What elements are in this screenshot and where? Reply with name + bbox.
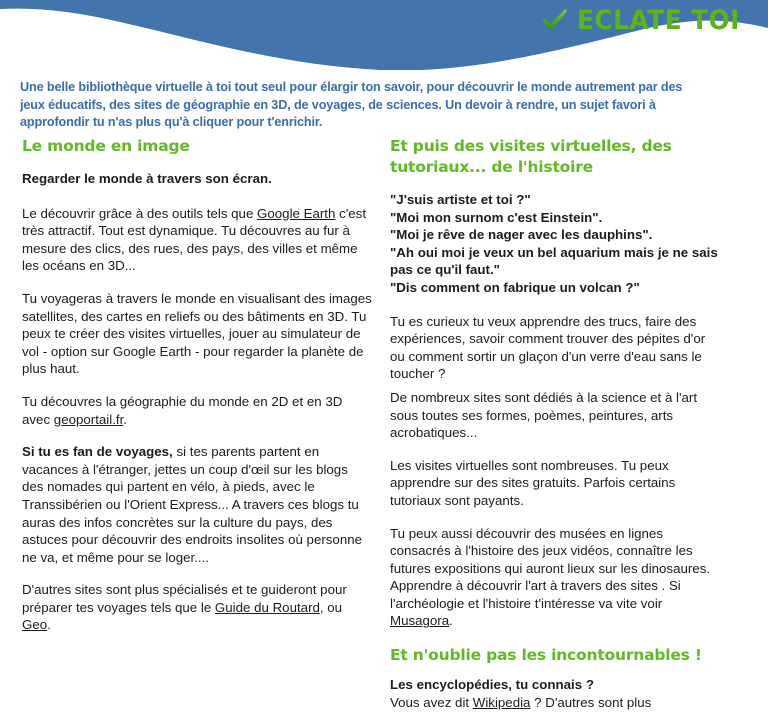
site-logo[interactable] xyxy=(540,5,754,35)
right-p5-text-b: ? D'autres sont plus xyxy=(530,694,652,710)
geo-link[interactable]: Geo xyxy=(22,617,48,633)
quote-line: "Dis comment on fabrique un volcan ?" xyxy=(390,279,640,295)
quote-line: "Ah oui moi je veux un bel aquarium mais je ne sais pas ce qu'il faut." xyxy=(390,244,718,278)
left-subheading: Regarder le monde à travers son écran. xyxy=(22,171,272,186)
left-p5-text-a: D'autres sites sont plus spécialisés et te guideront pour préparer tes voyages tels que le xyxy=(22,582,347,615)
kid-quotes-block xyxy=(390,191,720,297)
left-p4-bold-lead: Si tu es fan de voyages, xyxy=(22,444,173,460)
left-p1-text-a: Le découvrir grâce à des outils tels que xyxy=(22,205,258,221)
page-header xyxy=(0,0,768,70)
left-paragraph-1 xyxy=(22,205,372,275)
right-subheading-2: Les encyclopédies, tu connais ? xyxy=(390,677,594,693)
right-p5-text-a: Vous avez dit xyxy=(390,694,473,710)
left-p5-text-mid: , ou xyxy=(319,599,343,615)
left-p3-text-a: Tu découvres la géographie du monde en 2D et en 3D avec xyxy=(22,393,343,427)
left-p3-text-b: . xyxy=(123,411,127,427)
right-paragraph-5 xyxy=(390,694,720,712)
left-p1-text-b: c'est très attractif. Tout est dynamique. Tu découvres au fur à mesure des clics, des rues, des pays, des villes et même les océans en 3D... xyxy=(22,205,367,274)
intro-paragraph: Une belle bibliothèque virtuelle à toi tout seul pour élargir ton savoir, pour découvrir le monde autrement par des jeux éducatifs, des sites de géographie en 3D, de voyages, de sciences. Un devoir à rendre, un sujet favori à approfondir tu n'as plus qu'à cliquer pour t'enrichir. xyxy=(20,79,683,129)
right-paragraph-3: Les visites virtuelles sont nombreuses. Tu peux apprendre sur des sites gratuits. Parfois certains tutoriaux sont payants. xyxy=(390,457,676,508)
musagora-link[interactable]: Musagora xyxy=(390,613,450,629)
left-paragraph-4 xyxy=(22,443,372,566)
wikipedia-link[interactable]: Wikipedia xyxy=(472,694,531,710)
google-earth-link[interactable]: Google Earth xyxy=(257,205,336,221)
right-p4-text-a: Tu peux aussi découvrir des musées en lignes consacrés à l'histoire des jeux vidéos, connaître les futures expositions qui auront lieux sur les dinosaures. Apprendre à découvrir l'art à travers des sites . Si l'archéologie et l'histoire t'intéresse va vite voir xyxy=(390,525,711,611)
right-column xyxy=(390,136,720,726)
left-paragraph-5 xyxy=(22,581,372,634)
quote-line: "J'suis artiste et toi ?" xyxy=(390,192,531,207)
guide-du-routard-link[interactable]: Guide du Routard xyxy=(214,599,320,615)
content-columns xyxy=(0,136,768,726)
left-paragraph-2: Tu voyageras à travers le monde en visualisant des images satellites, des cartes en reliefs ou des bâtiments en 3D. Tu peux te créer des visites virtuelles, jouer au simulateur de vol - option sur Google Earth - pour regarder la planète de plus haut. xyxy=(22,290,372,377)
right-paragraph-4 xyxy=(390,525,720,631)
right-section-heading: Et puis des visites virtuelles, des tutoriaux... de l'histoire xyxy=(390,137,672,176)
left-column xyxy=(22,136,372,649)
quote-line: "Moi mon surnom c'est Einstein". xyxy=(390,209,603,225)
right-p4-text-b: . xyxy=(449,613,453,629)
right-paragraph-1: Tu es curieux tu veux apprendre des trucs, faire des expériences, savoir comment trouver des pépites d'or ou comment sortir un glaçon d'un verre d'eau sans le toucher ? xyxy=(390,313,706,382)
check-icon xyxy=(540,5,570,35)
quote-line: "Moi je rêve de nager avec les dauphins". xyxy=(390,227,653,243)
left-p5-text-b: . xyxy=(47,617,51,633)
left-p4-text: si tes parents partent en vacances à l'étranger, jettes un coup d'œil sur les blogs des nomades qui partent en vélo, à pieds, avec le Transsibérien ou l'Orient Express... A travers ces blogs tu auras des infos concrètes sur la culture du pays, des astuces pour découvrir des endroits insolites où personne ne va, et même pour se loger.... xyxy=(22,444,363,565)
right-paragraph-2: De nombreux sites sont dédiés à la science et à l'art sous toutes ses formes, poèmes, peintures, arts acrobatiques... xyxy=(390,389,698,441)
logo-text: ECLATE TOI xyxy=(577,4,740,36)
right-section-heading-2: Et n'oublie pas les incontournables ! xyxy=(390,646,702,665)
geoportail-link[interactable]: geoportail.fr xyxy=(53,411,124,427)
left-section-heading: Le monde en image xyxy=(22,137,190,155)
left-paragraph-3 xyxy=(22,393,372,428)
